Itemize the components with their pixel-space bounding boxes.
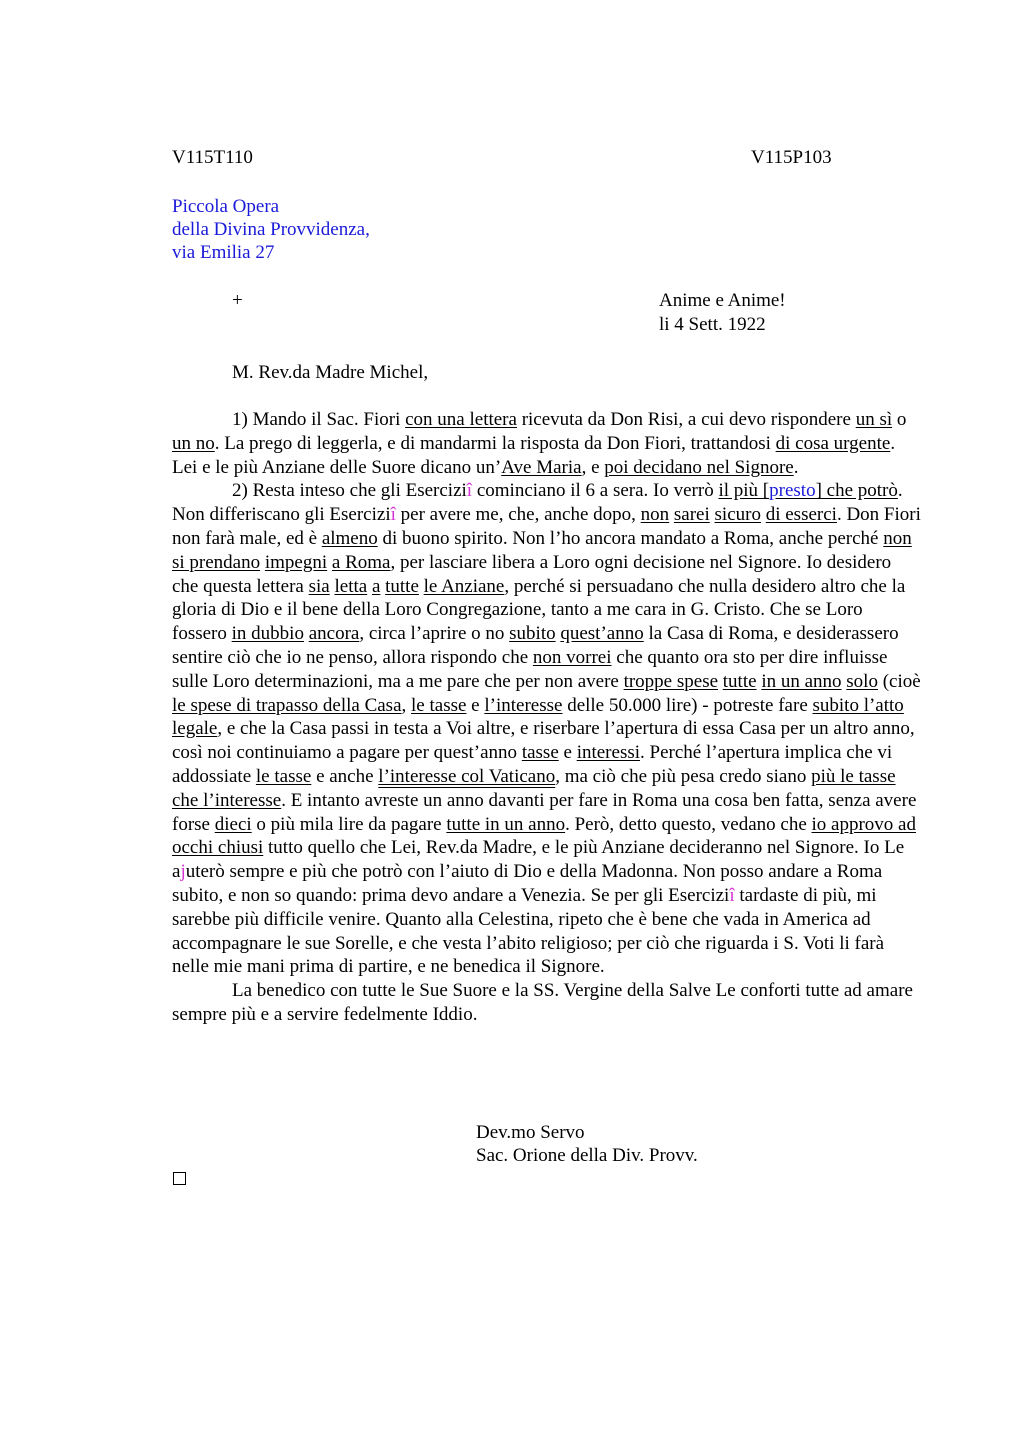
- right-code: V115P103: [751, 147, 832, 168]
- paragraph-1: 1) Mando il Sac. Fiori con una lettera ricevuta da Don Risi, a cui devo rispondere un sì o un no. La prego di leggerla, e di mandarmi la risposta da Don Fiori, trattandosi di cosa urgente. Lei e le più Anziane delle Suore dicano un’Ave Maria, e poi decidano nel Signore.: [172, 409, 907, 478]
- address-line-1: Piccola Opera: [172, 196, 280, 217]
- address-line-3: via Emilia 27: [172, 242, 275, 263]
- paragraph-2: 2) Resta inteso che gli Eserciziî cominciano il 6 a sera. Io verrò il più [presto] che potrò. Non differiscano gli Eserciziî per avere me, che, anche dopo, non sarei sicuro di esserci. Don Fiori non farà male, ed è almeno di buono spirito. Non l’ho ancora mandato a Roma, anche perché non si prendano impegni a Roma, per lasciare libera a Loro ogni decisione nel Signore. Io desidero che questa lettera sia letta a tutte le Anziane, perché si persuadano che nulla desidero altro che la gloria di Dio e il bene della Loro Congregazione, tanto a me cara in G. Cristo. Che se Loro fossero in dubbio ancora, circa l’aprire o no subito quest’anno la Casa di Roma, e desiderassero sentire ciò che io ne penso, allora rispondo che non vorrei che quanto ora sto per dire influisse sulle Loro determinazioni, ma a me pare che per non avere troppe spese tutte in un anno solo (cioè le spese di trapasso della Casa, le tasse e l’interesse delle 50.000 lire) - potreste fare subito l’atto legale, e che la Casa passi in testa a Voi altre, e riserbare l’apertura di essa Casa per un altro anno, così noi continuiamo a pagare per quest’anno tasse e interessi. Perché l’apertura implica che vi addossiate le tasse e anche l’interesse col Vaticano, ma ciò che più pesa credo siano più le tasse che l’interesse. E intanto avreste un anno davanti per fare in Roma una cosa ben fatta, senza avere forse dieci o più mila lire da pagare tutte in un anno. Però, detto questo, vedano che io approvo ad occhi chiusi tutto quello che Lei, Rev.da Madre, e le più Anziane decideranno nel Signore. Io Le ajuterò sempre e più che potrò con l’aiuto di Dio e della Madonna. Non posso andare a Roma subito, e non so quando: prima devo andare a Venezia. Se per gli Eserciziî tardaste di più, mi sarebbe più difficile venire. Quanto alla Celestina, ripeto che è bene che vada in America ad accompagnare le sue Sorelle, e che vesta l’abito religioso; per ciò che riguarda i S. Voti li farà nelle mie mani prima di partire, e ne benedica il Signore.: [172, 480, 921, 978]
- address-line-2: della Divina Provvidenza,: [172, 219, 370, 240]
- salutation: M. Rev.da Madre Michel,: [232, 362, 429, 383]
- letter-date: li 4 Sett. 1922: [659, 314, 766, 335]
- closing-line-1: Dev.mo Servo: [476, 1122, 585, 1143]
- cross-symbol: +: [232, 290, 243, 311]
- left-code: V115T110: [172, 147, 253, 168]
- closing-signature: Sac. Orione della Div. Provv.: [476, 1145, 698, 1166]
- checkbox-square-icon: [173, 1172, 186, 1185]
- letter-body: [172, 408, 922, 1027]
- motto: Anime e Anime!: [659, 290, 786, 311]
- paragraph-3: La benedico con tutte le Sue Suore e la SS. Vergine della Salve Le conforti tutte ad amare sempre più e a servire fedelmente Iddio.: [172, 980, 913, 1025]
